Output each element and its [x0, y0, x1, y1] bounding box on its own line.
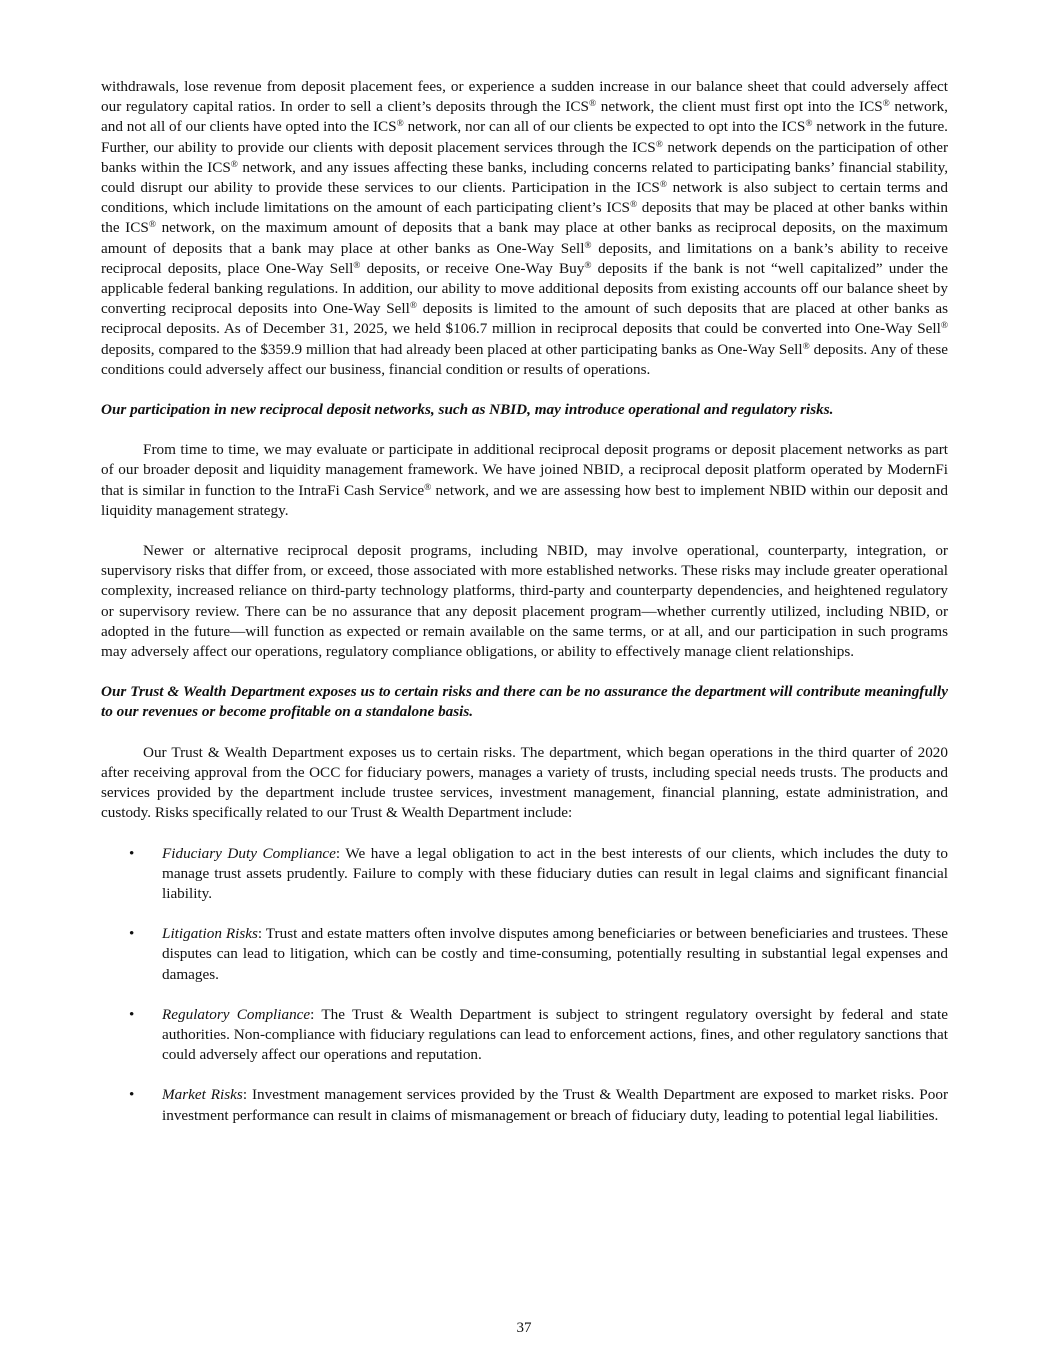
registered-trademark-mark: ® — [805, 119, 813, 130]
registered-trademark-mark: ® — [424, 482, 432, 493]
bullet-term: Regulatory Compliance — [162, 1005, 311, 1023]
bullet-text: : Trust and estate matters often involve disputes among beneficiaries or between beneficiaries and trustees. These disputes can lead to litigation, which can be costly and time-consuming, potentially resulting in substantial legal expenses and damages. — [162, 925, 948, 983]
registered-trademark-mark: ® — [148, 220, 156, 231]
bullet-item-market-risks — [101, 1085, 948, 1125]
section-heading: Our Trust & Wealth Department exposes us to certain risks and there can be no assurance the department will contribute meaningfully to our revenues or become profitable on a standalone basis. — [101, 683, 948, 721]
bullet-text: : Investment management services provided by the Trust & Wealth Department are exposed to market risks. Poor investment performance can result in claims of mismanagement or breach of fiduciary duty, leading to potential legal liabilities. — [162, 1086, 949, 1124]
registered-trademark-mark: ® — [655, 139, 663, 150]
body-text — [101, 77, 948, 824]
registered-trademark-mark: ® — [588, 99, 597, 110]
registered-trademark-mark: ® — [940, 321, 948, 332]
registered-trademark-mark: ® — [409, 301, 417, 312]
body-paragraph: Newer or alternative reciprocal deposit programs, including NBID, may involve operational, counterparty, integration, or supervisory risks that differ from, or exceed, those associated with more established networks. These risks may include greater operational complexity, increased reliance on third-party technology platforms, third-party and counterparty dependencies, and heightened regulatory or supervisory review. There can be no assurance that any deposit placement program—whether currently utilized, including NBID, or adopted in the future—will function as expected or remain available on the same terms, or at all, and our participation in such programs may adversely affect our operations, regulatory compliance obligations, or ability to effectively manage client relationships. — [101, 542, 948, 661]
bullet-text: : We have a legal obligation to act in the best interests of our clients, which includes the duty to manage trust assets prudently. Failure to comply with these fiduciary duties can result in legal claims and significant financial liability. — [162, 844, 948, 902]
registered-trademark-mark: ® — [629, 200, 638, 211]
bullet-icon: • — [129, 1086, 135, 1104]
bullet-text: : The Trust & Wealth Department is subject to stringent regulatory oversight by federal and state authorities. Non-compliance with fiduciary regulations can lead to enforcement actions, fines, and other regulatory sanctions that could adversely affect our operations and reputation. — [162, 1005, 948, 1064]
bullet-item-litigation-risks — [101, 924, 948, 985]
bullet-item-regulatory-compliance — [101, 1005, 948, 1066]
bullet-icon: • — [129, 1005, 135, 1023]
registered-trademark-mark: ® — [230, 159, 238, 170]
registered-trademark-mark: ® — [584, 260, 592, 271]
bullet-icon: • — [129, 844, 135, 862]
registered-trademark-mark: ® — [353, 260, 361, 271]
bullet-term: Market Risks — [162, 1086, 243, 1104]
registered-trademark-mark: ® — [882, 99, 890, 110]
body-paragraph: withdrawals, lose revenue from deposit placement fees, or experience a sudden increase in our balance sheet that could adversely affect our regulatory capital ratios. In order to sell a client’s deposits through the ICS® network, the client must first opt into the ICS® network, and not all of our clients have opted into the ICS® network, nor can all of our clients be expected to opt into the ICS® network in the future. Further, our ability to provide our clients with deposit placement services through the ICS® network depends on the participation of other banks within the ICS® network, and any issues affecting these banks, including concerns related to participating banks’ financial stability, could disrupt our ability to provide these services to our clients. Participation in the ICS® network is also subject to certain terms and conditions, which include limitations on the amount of each participating client’s ICS® deposits that may be placed at other banks within the ICS® network, on the maximum amount of deposits that a bank may place at other banks as reciprocal deposits, on the maximum amount of deposits that a bank may place at other banks as One-Way Sell® deposits, and limitations on a bank’s ability to receive reciprocal deposits, place One-Way Sell® deposits, or receive One-Way Buy® deposits if the bank is not “well capitalized” under the applicable federal banking regulations. In addition, our ability to move additional deposits from existing accounts off our balance sheet by converting reciprocal deposits into One-Way Sell® deposits is limited to the amount of such deposits that are placed at other banks as reciprocal deposits. As of December 31, 2025, we held $106.7 million in reciprocal deposits that could be converted into One-Way Sell® deposits, compared to the $359.9 million that had already been placed at other participating banks as One-Way Sell® deposits. Any of these conditions could adversely affect our business, financial condition or results of operations. — [101, 78, 949, 378]
registered-trademark-mark: ® — [584, 240, 592, 251]
bullet-term: Litigation Risks — [162, 925, 258, 943]
bullet-icon: • — [129, 925, 135, 943]
page-number: 37 — [516, 1320, 532, 1336]
registered-trademark-mark: ® — [659, 179, 667, 190]
registered-trademark-mark: ® — [396, 119, 404, 130]
document-page — [101, 77, 948, 1146]
section-heading: Our participation in new reciprocal deposit networks, such as NBID, may introduce operational and regulatory risks. — [101, 401, 834, 419]
body-paragraph: Our Trust & Wealth Department exposes us to certain risks. The department, which began operations in the third quarter of 2020 after receiving approval from the OCC for fiduciary powers, manages a variety of trusts, including special needs trusts. The products and services provided by the department include trustee services, investment management, financial planning, estate administration, and custody. Risks specifically related to our Trust & Wealth Department include: — [101, 743, 948, 822]
body-paragraph: From time to time, we may evaluate or participate in additional reciprocal deposit programs or deposit placement networks as part of our broader deposit and liquidity management framework. We have joined NBID, a reciprocal deposit platform operated by ModernFi that is similar in function to the IntraFi Cash Service® network, and we are assessing how best to implement NBID within our deposit and liquidity management strategy. — [101, 441, 948, 519]
risk-bullet-list — [101, 844, 948, 1126]
bullet-item-fiduciary-duty — [101, 844, 948, 905]
registered-trademark-mark: ® — [802, 341, 810, 352]
bullet-term: Fiduciary Duty Compliance — [162, 844, 336, 862]
